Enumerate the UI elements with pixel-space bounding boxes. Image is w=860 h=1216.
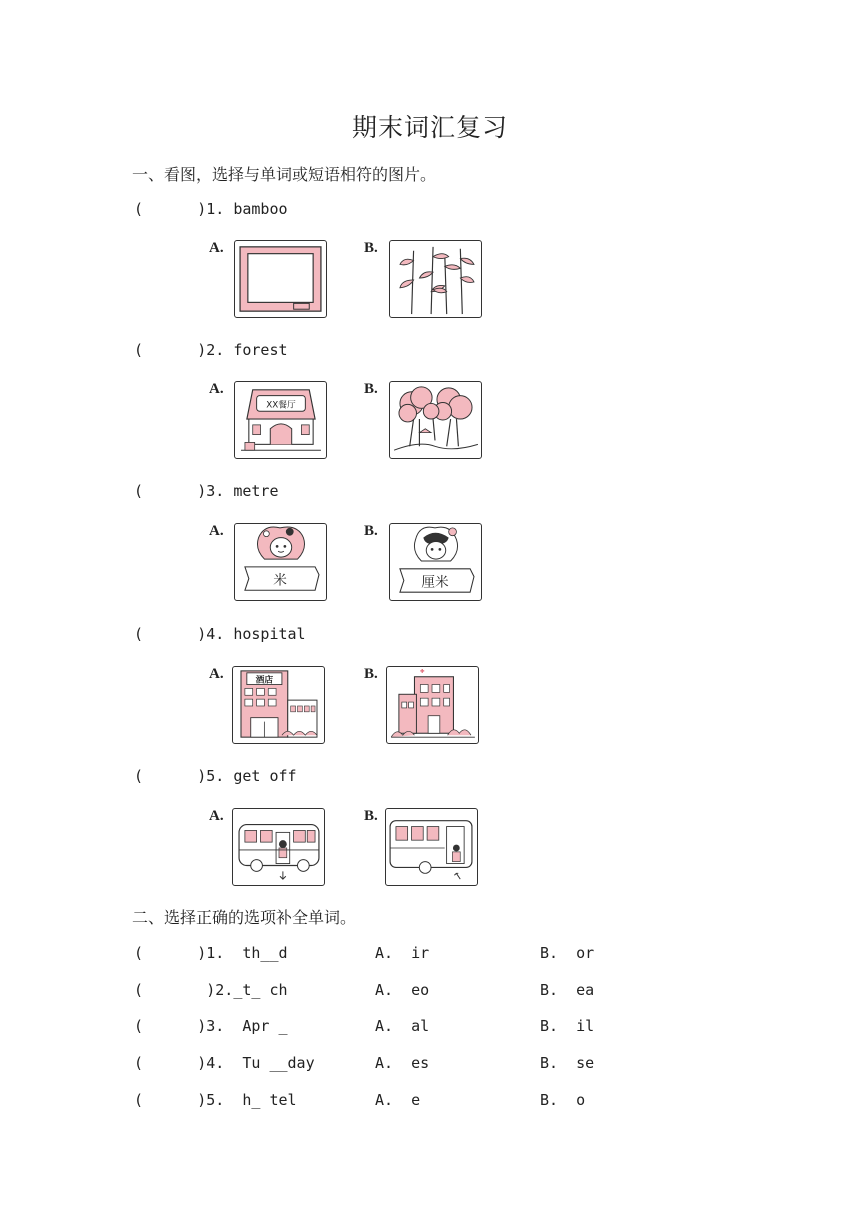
fill-question-5: ( )5. h_ tel [134, 1091, 297, 1109]
hotel-picture[interactable] [232, 666, 325, 744]
option-b-label: B. [364, 523, 378, 539]
question-4: ( )4. hospital [134, 625, 306, 643]
fill-option-a[interactable]: A. es [375, 1054, 430, 1072]
fill-question-3: ( )3. Apr _ [134, 1017, 288, 1035]
fill-question-1: ( )1. th__d [134, 944, 288, 962]
option-a-label: A. [209, 381, 224, 397]
page-title: 期末词汇复习 [351, 113, 508, 142]
option-a-label: A. [209, 523, 224, 539]
fill-option-a[interactable]: A. al [375, 1017, 430, 1035]
centimetre-sign: 厘米 [421, 574, 449, 591]
question-3: ( )3. metre [134, 482, 279, 500]
question-1: ( )1. bamboo [134, 200, 288, 218]
girl-centimetre-picture[interactable] [389, 523, 482, 601]
fill-option-a[interactable]: A. ir [375, 944, 430, 962]
part1-heading: 一、看图，选择与单词或短语相符的图片。 [132, 165, 437, 184]
fill-option-b[interactable]: B. se [540, 1054, 595, 1072]
blackboard-picture[interactable] [234, 240, 327, 318]
fill-question-4: ( )4. Tu __day [134, 1054, 315, 1072]
bus-get-off-picture[interactable] [232, 808, 325, 886]
option-b-label: B. [364, 381, 378, 397]
metre-sign: 米 [273, 572, 287, 589]
question-5: ( )5. get off [134, 767, 297, 785]
fill-question-2: ( )2._t_ ch [134, 981, 288, 999]
restaurant-picture[interactable] [234, 381, 327, 459]
bus-get-on-picture[interactable] [385, 808, 478, 886]
question-2: ( )2. forest [134, 341, 288, 359]
girl-metre-picture[interactable] [234, 523, 327, 601]
forest-picture[interactable] [389, 381, 482, 459]
option-b-label: B. [364, 666, 378, 682]
option-b-label: B. [364, 240, 378, 256]
option-a-label: A. [209, 240, 224, 256]
option-a-label: A. [209, 666, 224, 682]
bamboo-picture[interactable] [389, 240, 482, 318]
part2-heading: 二、选择正确的选项补全单词。 [132, 908, 357, 927]
fill-option-a[interactable]: A. e [375, 1091, 421, 1109]
fill-option-b[interactable]: B. ea [540, 981, 595, 999]
fill-option-b[interactable]: B. o [540, 1091, 586, 1109]
fill-option-b[interactable]: B. or [540, 944, 595, 962]
hospital-picture[interactable] [386, 666, 479, 744]
option-b-label: B. [364, 808, 378, 824]
hotel-sign: 酒店 [255, 675, 274, 686]
restaurant-sign: XX餐厅 [266, 400, 296, 411]
option-a-label: A. [209, 808, 224, 824]
fill-option-a[interactable]: A. eo [375, 981, 430, 999]
fill-option-b[interactable]: B. il [540, 1017, 595, 1035]
